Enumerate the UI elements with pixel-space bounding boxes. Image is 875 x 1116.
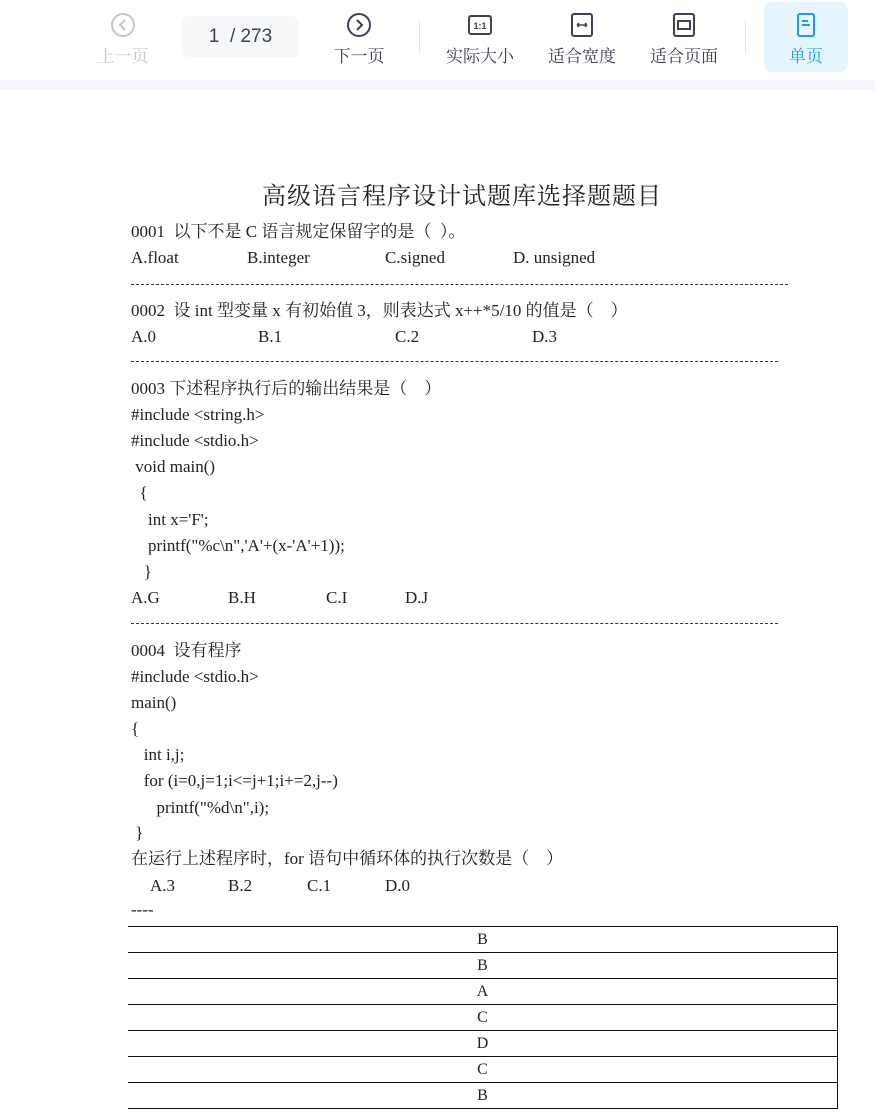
separator — [131, 284, 788, 285]
answer-cell: D — [128, 1031, 838, 1057]
option: B.H — [228, 588, 256, 607]
code-line: { — [131, 483, 148, 502]
q4-stem: 0004 设有程序 — [131, 641, 242, 660]
q3-stem: 0003 下述程序执行后的输出结果是（ ） — [131, 379, 442, 398]
single-page-label: 单页 — [789, 47, 823, 66]
page-input[interactable] — [182, 16, 299, 57]
option: C.2 — [395, 327, 420, 346]
code-line: } — [131, 562, 152, 581]
code-line: #include <stdio.h> — [131, 667, 259, 686]
option: C.1 — [307, 876, 332, 895]
total-pages: / 273 — [229, 26, 273, 47]
table-row — [128, 1057, 838, 1083]
code-line: for (i=0,j=1;i<=j+1;i+=2,j--) — [131, 771, 338, 790]
answer-cell: B — [128, 953, 838, 979]
current-page[interactable]: 1 — [208, 26, 220, 47]
option: A.float — [131, 248, 179, 267]
divider — [745, 20, 746, 54]
q4-tail: ---- — [131, 900, 154, 919]
code-line: int i,j; — [131, 745, 185, 764]
next-label: 下一页 — [333, 47, 385, 66]
actual-size-button[interactable] — [440, 0, 520, 80]
q1-stem: 0001 以下不是 C 语言规定保留字的是（ ）。 — [131, 222, 466, 241]
actual-size-label: 实际大小 — [446, 47, 514, 66]
option: D.3 — [532, 327, 558, 346]
code-line: } — [131, 823, 144, 842]
answer-cell: C — [128, 1057, 838, 1083]
option: B.1 — [258, 327, 283, 346]
option: C.I — [326, 588, 348, 607]
table-row — [128, 979, 838, 1005]
chevron-left-circle-icon — [110, 12, 136, 38]
option: D.J — [405, 588, 429, 607]
doc-title: 高级语言程序设计试题库选择题题目 — [262, 184, 662, 210]
fit-width-icon — [569, 12, 595, 38]
table-row — [128, 1005, 838, 1031]
q2-stem: 0002 设 int 型变量 x 有初始值 3，则表达式 x++*5/10 的值是（ ） — [131, 301, 628, 320]
option: A.0 — [131, 327, 157, 346]
separator — [131, 361, 778, 362]
code-line: main() — [131, 693, 177, 712]
code-line: { — [131, 719, 140, 738]
code-line: #include <stdio.h> — [131, 431, 259, 450]
table-row — [128, 1083, 838, 1109]
toolbar — [0, 0, 875, 80]
table-row — [128, 953, 838, 979]
fit-width-button[interactable] — [542, 0, 622, 80]
option: D.0 — [385, 876, 411, 895]
svg-text:1:1: 1:1 — [473, 21, 487, 31]
single-page-icon — [793, 12, 819, 38]
single-page-button[interactable] — [764, 2, 848, 72]
prev-page-button[interactable] — [88, 0, 158, 80]
table-row — [128, 927, 838, 953]
code-line: void main() — [131, 457, 216, 476]
answer-cell: B — [128, 927, 838, 953]
option: A.G — [131, 588, 160, 607]
fit-page-icon — [671, 12, 697, 38]
option: B.2 — [228, 876, 253, 895]
divider — [419, 20, 420, 54]
answer-cell: B — [128, 1083, 838, 1109]
table-row — [128, 1031, 838, 1057]
toolbar-divider — [0, 80, 875, 90]
option: B.integer — [247, 248, 310, 267]
q4-question: 在运行上述程序时，for 语句中循环体的执行次数是（ ） — [131, 849, 564, 868]
code-line: #include <string.h> — [131, 405, 265, 424]
answer-table — [128, 926, 838, 1109]
actual-size-icon — [467, 12, 493, 38]
separator — [131, 623, 778, 624]
fit-page-label: 适合页面 — [650, 47, 718, 66]
code-line: printf("%c\n",'A'+(x-'A'+1)); — [131, 536, 345, 555]
code-line: printf("%d\n",i); — [131, 798, 270, 817]
option: C.signed — [385, 248, 445, 267]
fit-page-button[interactable] — [644, 0, 724, 80]
code-line: int x='F'; — [131, 510, 209, 529]
chevron-right-circle-icon — [346, 12, 372, 38]
option: A.3 — [150, 876, 176, 895]
fit-width-label: 适合宽度 — [548, 47, 616, 66]
answer-cell: A — [128, 979, 838, 1005]
answer-cell: C — [128, 1005, 838, 1031]
next-page-button[interactable] — [322, 0, 396, 80]
option: D. unsigned — [513, 248, 596, 267]
prev-label: 上一页 — [97, 47, 149, 66]
